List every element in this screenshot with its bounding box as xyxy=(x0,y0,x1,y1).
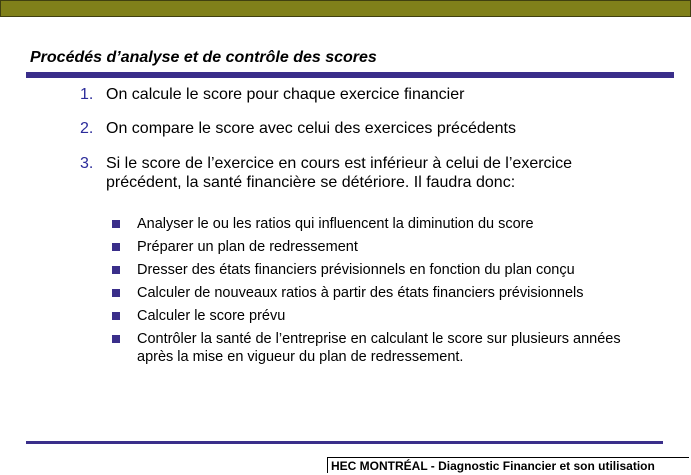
square-bullet-icon xyxy=(112,312,120,320)
square-bullet-icon xyxy=(112,335,120,343)
slide-title: Procédés d’analyse et de contrôle des scores xyxy=(30,49,377,66)
bullet-list xyxy=(110,215,627,371)
list-item xyxy=(110,307,627,325)
item-number: 3. xyxy=(80,155,94,172)
item-number: 2. xyxy=(80,120,94,137)
bottom-rule xyxy=(26,441,663,444)
list-item xyxy=(110,284,627,302)
bullet-text: Dresser des états financiers prévisionnels en fonction du plan conçu xyxy=(137,262,575,278)
bullet-text: Calculer le score prévu xyxy=(137,308,286,324)
title-underline xyxy=(26,72,674,78)
square-bullet-icon xyxy=(112,243,120,251)
item-text: On calcule le score pour chaque exercice financier xyxy=(106,86,465,103)
list-item xyxy=(110,330,627,366)
bullet-text: Préparer un plan de redressement xyxy=(137,239,358,255)
list-item xyxy=(110,215,627,233)
square-bullet-icon xyxy=(112,289,120,297)
square-bullet-icon xyxy=(112,220,120,228)
bullet-text: Calculer de nouveaux ratios à partir des états financiers prévisionnels xyxy=(137,285,584,301)
item-text: Si le score de l’exercice en cours est inférieur à celui de l’exercice précédent, la santé financière se détériore. Il faudra donc: xyxy=(106,155,572,191)
list-item xyxy=(110,238,627,256)
square-bullet-icon xyxy=(112,266,120,274)
item-number: 1. xyxy=(80,86,94,103)
top-bar xyxy=(0,0,691,17)
bullet-text: Analyser le ou les ratios qui influencent la diminution du score xyxy=(137,216,534,232)
item-text: On compare le score avec celui des exercices précédents xyxy=(106,120,516,137)
footer: HEC MONTRÉAL - Diagnostic Financier et son utilisation xyxy=(327,457,689,473)
list-item xyxy=(110,261,627,279)
bullet-text: Contrôler la santé de l’entreprise en calculant le score sur plusieurs années après la mise en vigueur du plan de redressement. xyxy=(137,331,621,365)
